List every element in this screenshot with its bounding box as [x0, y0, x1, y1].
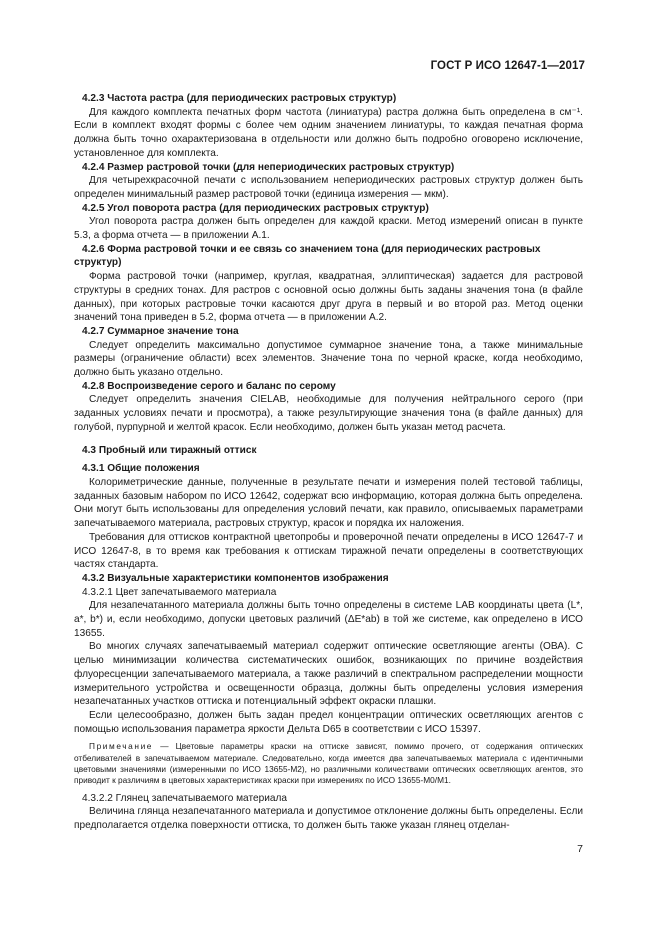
section-heading: 4.2.7 Суммарное значение тона: [82, 325, 239, 337]
section-heading: 4.2.5 Угол поворота растра (для периодических растровых структур): [82, 202, 429, 214]
section-heading: 4.3 Пробный или тиражный оттиск: [82, 444, 257, 456]
paragraph: Для незапечатанного материала должны быть точно определены в системе LAB координаты цвета (L*, a*, b*) и, если необходимо, допуски цветовых различий (ΔE*ab) в той же системе, как определено в ИСО 13655.: [74, 600, 583, 639]
paragraph: Во многих случаях запечатываемый материал содержит оптические осветляющие агенты (ОВА). С целью минимизации количества систематических ошибок, возникающих по причине воздействия флуоресценции запечатываемого материала, а также различий в спектральном распределении мощности измерительного устройства и освещенности образца, должны быть определены условия измерения незапечатанных участков оттиска и потенциальный эффект окраски плашки.: [74, 641, 583, 708]
section-heading: 4.2.8 Воспроизведение серого и баланс по серому: [82, 380, 336, 392]
page-number: 7: [577, 843, 583, 855]
section-heading: 4.2.4 Размер растровой точки (для непериодических растровых структур): [82, 161, 455, 173]
paragraph: Для четырехкрасочной печати с использованием непериодических растровых структур должен быть определен минимальный размер растровой точки (единица измерения — мкм).: [74, 175, 583, 200]
paragraph: Для каждого комплекта печатных форм частота (линиатура) растра должна быть определена в см⁻¹. Если в комплект входят формы с более чем одним значением линиатуры, то каждая печатная форма должна быть точно охарактеризована в отдельности или должно быть подробно оговорено исключение, установленное для комплекта.: [74, 106, 583, 159]
subsection-heading: 4.3.2.1 Цвет запечатываемого материала: [82, 586, 277, 598]
paragraph: Величина глянца незапечатанного материала и допустимое отклонение должны быть определены. Если предполагается отделка поверхности оттиска, то должен быть также указан глянец отделан-: [74, 806, 583, 831]
paragraph: Следует определить значения CIELAB, необходимые для получения нейтрального серого (при заданных условиях печати и просмотра), а также результирующие значения тона (в файле данных) для голубой, пурпурной и желтой красок. Если необходимо, должен быть указан метод расчета.: [74, 394, 583, 433]
note-text: — Цветовые параметры краски на оттиске зависят, помимо прочего, от содержания оптических отбеливателей в запечатываемом материале. Следовательно, когда имеется два запечатываемых материала с идентичными цветовыми значениями (измеренными по ИСО 13655-М2), но различными количествами оптических осветляющих агентов, это приводит к различиям в цветовых характеристиках краски при измерениях по ИСО 13655-М0/М1.: [74, 741, 583, 786]
note-label: Примечание: [89, 741, 154, 752]
section-heading: 4.3.2 Визуальные характеристики компонентов изображения: [82, 572, 389, 584]
paragraph: Угол поворота растра должен быть определен для каждой краски. Метод измерений описан в пункте 5.3, а форма отчета — в приложении А.1.: [74, 216, 583, 242]
paragraph: Форма растровой точки (например, круглая, квадратная, эллиптическая) задается для растровой структуры в средних тонах. Для растров с основной осью должны быть заданы значения тона (в файле данных), при которых растровые точки касаются друг друга в первый и во второй раз. Метод оценки значений тона приведен в 5.2, форма отчета — в приложении А.2.: [74, 271, 583, 324]
paragraph: Следует определить максимально допустимое суммарное значение тона, а также минимальные размеры (ограничение области) всех элементов. Значение тона по черной краске, когда необходимо, должно быть указано отдельно.: [74, 339, 583, 379]
subsection-heading: 4.3.2.2 Глянец запечатываемого материала: [82, 792, 287, 804]
paragraph: Если целесообразно, должен быть задан предел концентрации оптических осветляющих агентов с помощью использования параметра яркости Дельта D65 в соответствии с ИСО 15397.: [74, 709, 583, 735]
paragraph: Колориметрические данные, полученные в результате печати и измерения полей тестовой таблицы, заданных базовым набором по ИСО 12642, содержат всю информацию, которая должна быть определена. Они могут быть использованы для определения условий печати, как правило, описываемых параметрами запечатываемого материала, растровых структур, красок и порядка их наложения.: [74, 476, 583, 530]
standard-header: ГОСТ Р ИСО 12647-1—2017: [430, 60, 585, 72]
section-heading: 4.2.3 Частота растра (для периодических растровых структур): [82, 93, 397, 104]
section-heading: 4.2.6 Форма растровой точки и ее связь со значением тона (для периодических растровых структур): [74, 243, 541, 269]
section-heading: 4.3.1 Общие положения: [82, 463, 200, 475]
note-paragraph: [74, 741, 583, 786]
paragraph: Требования для оттисков контрактной цветопробы и проверочной печати определены в ИСО 12647-7 и ИСО 12647-8, в то время как требования к оттискам тиражной печати определены в соответствующих частях стандарта.: [74, 531, 583, 571]
document-body: [74, 92, 583, 833]
spacer: [74, 435, 583, 444]
